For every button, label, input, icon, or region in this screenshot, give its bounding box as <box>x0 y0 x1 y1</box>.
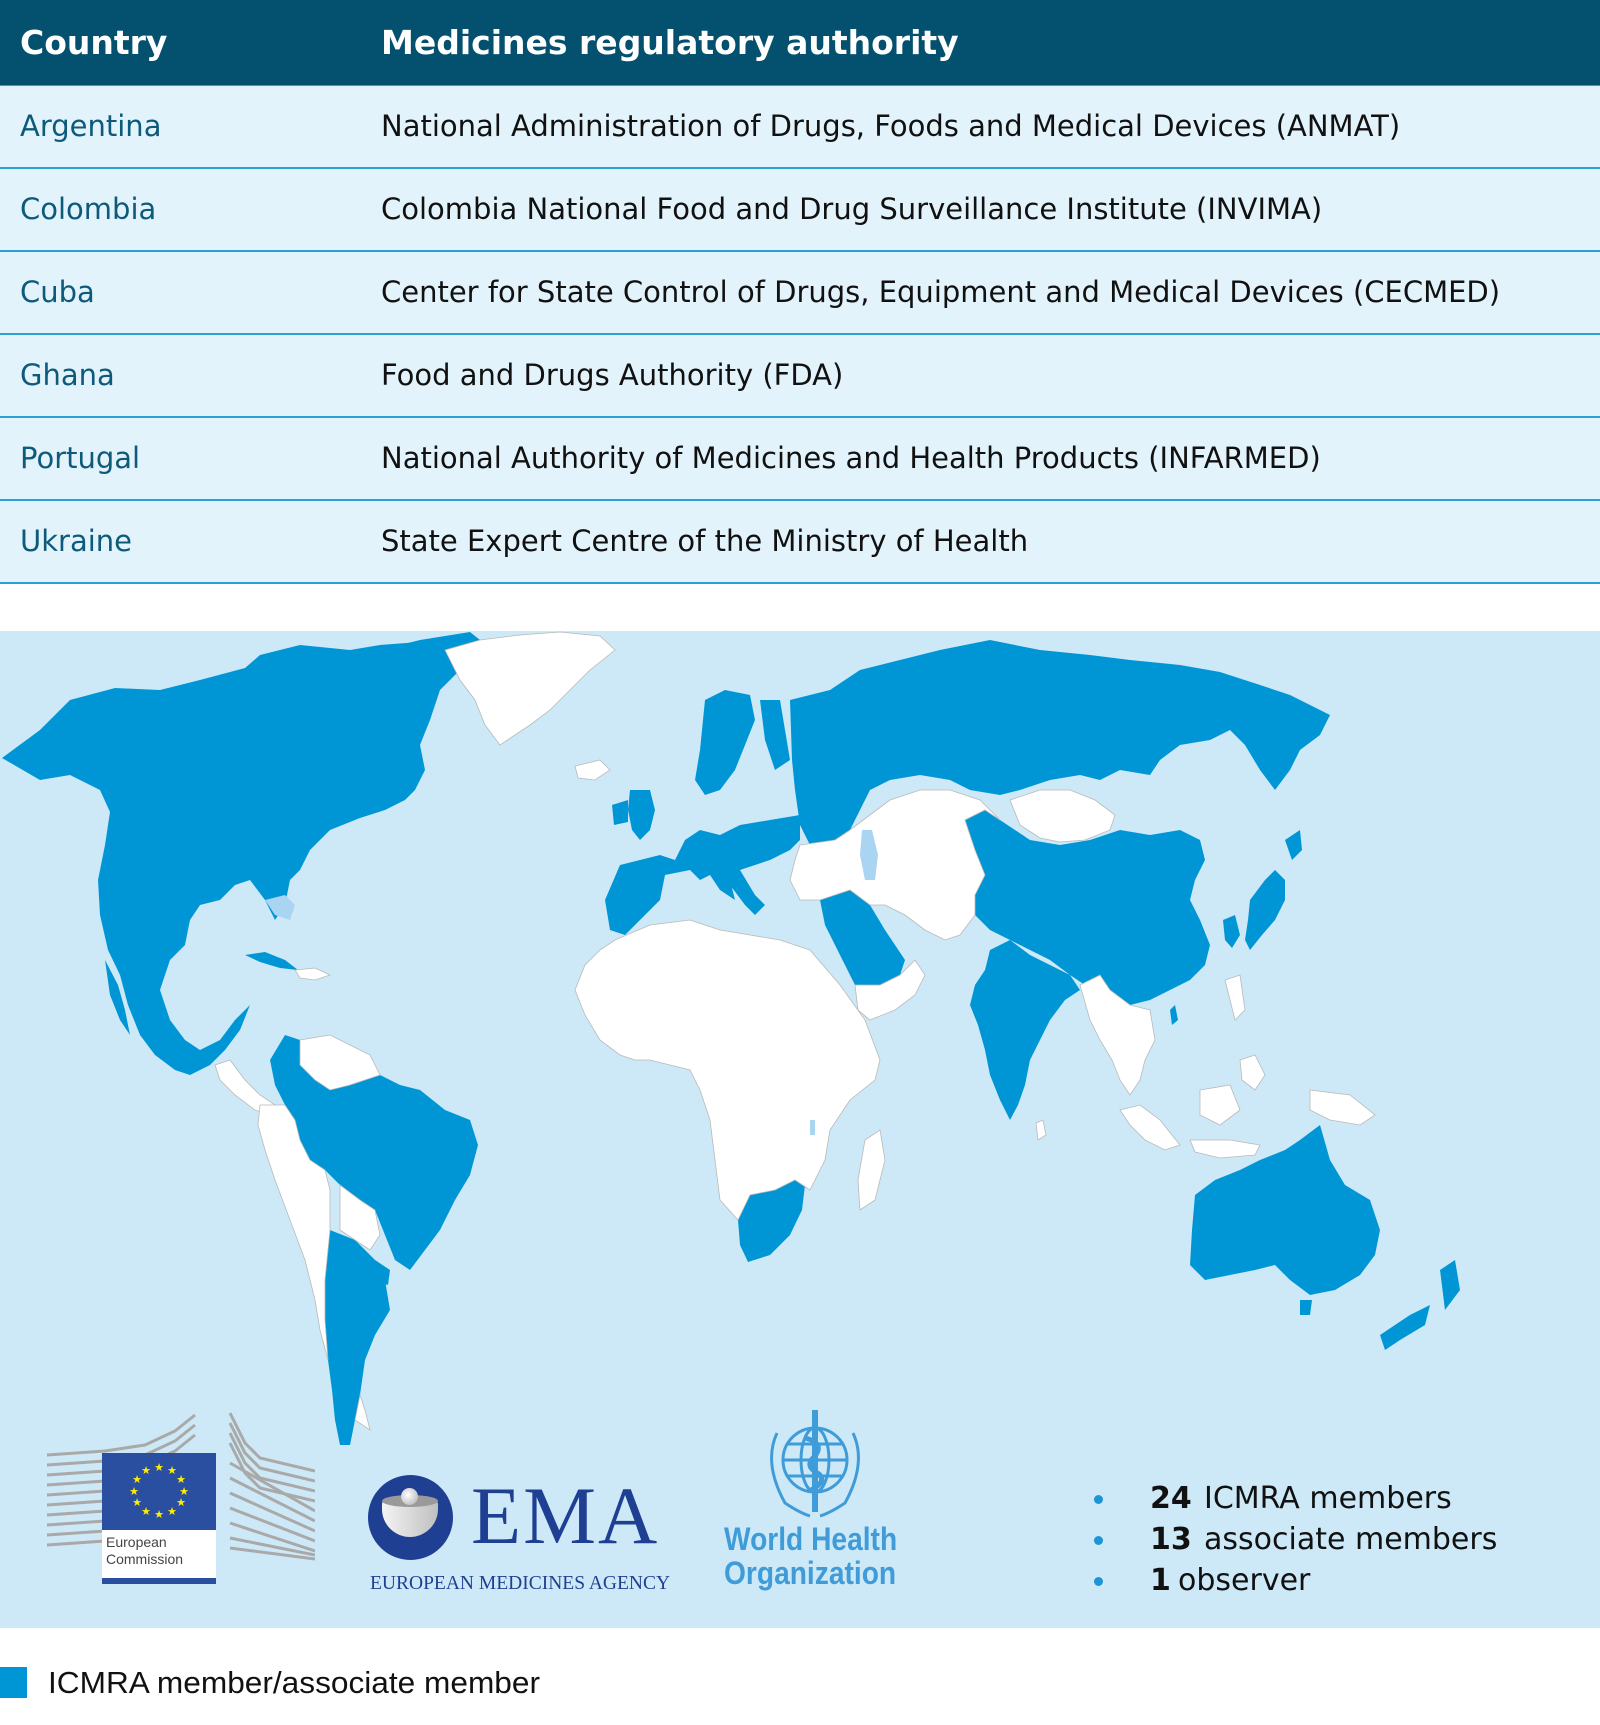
who-line2: Organization <box>724 1555 897 1591</box>
country-cell: Cuba <box>20 275 95 309</box>
country-cell: Ukraine <box>20 524 132 558</box>
svg-text:★: ★ <box>167 1505 177 1518</box>
table-row <box>0 169 1600 252</box>
authority-cell: Colombia National Food and Drug Surveillance Institute (INVIMA) <box>381 192 1323 226</box>
header-country: Country <box>20 23 168 62</box>
mongolia <box>1010 790 1115 842</box>
svg-text:★: ★ <box>132 1473 142 1486</box>
regulatory-authorities-table <box>0 0 1600 584</box>
stat-number: 1 <box>1150 1563 1171 1598</box>
svg-text:★: ★ <box>154 1461 164 1474</box>
svg-text:★: ★ <box>167 1464 177 1477</box>
header-authority: Medicines regulatory authority <box>381 23 959 62</box>
table-row <box>0 418 1600 501</box>
eu-flag-icon <box>102 1453 216 1530</box>
africa <box>575 920 880 1220</box>
bullet-icon <box>1094 1495 1103 1504</box>
table-row <box>0 86 1600 169</box>
authority-cell: Center for State Control of Drugs, Equipment and Medical Devices (CECMED) <box>381 275 1501 309</box>
europe-members <box>605 815 800 935</box>
svg-text:★: ★ <box>154 1508 164 1521</box>
european-commission-logo <box>45 1403 315 1583</box>
svg-text:★: ★ <box>132 1496 142 1509</box>
svg-text:★: ★ <box>176 1473 186 1486</box>
ema-logo <box>368 1470 671 1595</box>
ec-bar <box>102 1578 216 1584</box>
authority-cell: Food and Drugs Authority (FDA) <box>381 358 844 392</box>
legend-swatch-icon <box>0 1667 27 1698</box>
table-row <box>0 501 1600 584</box>
svg-text:★: ★ <box>129 1485 139 1498</box>
ec-label-line1: European <box>106 1534 167 1550</box>
ema-subtitle: EUROPEAN MEDICINES AGENCY <box>370 1573 671 1594</box>
svg-text:★: ★ <box>179 1485 189 1498</box>
who-logo <box>720 1408 910 1593</box>
ec-label-line2: Commission <box>106 1551 184 1567</box>
svg-text:★: ★ <box>141 1464 151 1477</box>
authority-cell: National Authority of Medicines and Health Products (INFARMED) <box>381 441 1321 475</box>
country-cell: Ghana <box>20 358 115 392</box>
authority-cell: State Expert Centre of the Ministry of Health <box>381 524 1029 558</box>
country-cell: Colombia <box>20 192 157 226</box>
bullet-icon <box>1094 1536 1103 1545</box>
country-cell: Portugal <box>20 441 141 475</box>
stat-number: 13 <box>1150 1522 1192 1557</box>
bullet-icon <box>1094 1577 1103 1586</box>
ema-wordmark: EMA <box>471 1470 660 1561</box>
stat-label: observer <box>1178 1563 1311 1598</box>
ema-mortar-icon <box>368 1475 453 1560</box>
who-wordmark <box>724 1522 897 1590</box>
who-line1: World Health <box>724 1521 898 1557</box>
legend-label: ICMRA member/associate member <box>48 1665 541 1700</box>
svg-text:★: ★ <box>176 1496 186 1509</box>
stat-label: associate members <box>1204 1522 1498 1557</box>
table-row <box>0 252 1600 335</box>
north-america-members <box>2 642 470 1075</box>
table-row <box>0 335 1600 418</box>
ec-label <box>102 1530 216 1578</box>
who-emblem-icon <box>755 1408 875 1520</box>
authority-cell: National Administration of Drugs, Foods and Medical Devices (ANMAT) <box>381 109 1401 143</box>
country-cell: Argentina <box>20 109 162 143</box>
table-header <box>0 0 1600 86</box>
stat-label: ICMRA members <box>1204 1481 1452 1516</box>
greenland <box>445 632 615 745</box>
svg-text:★: ★ <box>141 1505 151 1518</box>
stat-number: 24 <box>1150 1481 1192 1516</box>
